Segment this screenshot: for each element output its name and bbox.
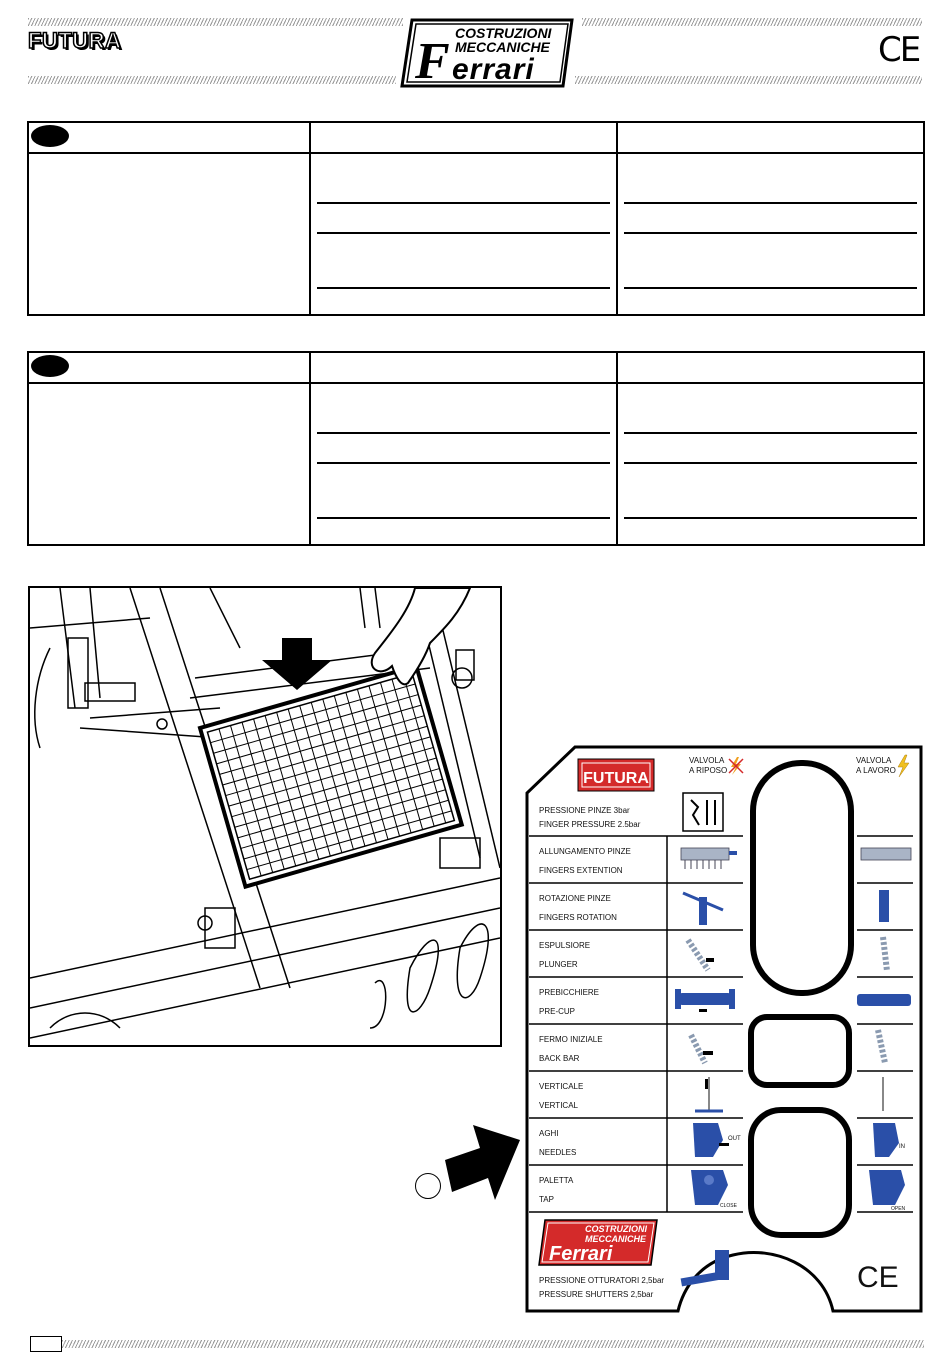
page-number-box (30, 1336, 62, 1352)
valve-rest-line1: VALVOLA (689, 756, 725, 765)
row5-en: PRE-CUP (539, 1007, 576, 1016)
header-rule-top-right (582, 18, 922, 26)
row2-it: ALLUNGAMENTO PINZE (539, 847, 631, 856)
valve-label-panel (523, 745, 923, 1313)
table1-body-col3 (617, 153, 924, 315)
shutter-pressure-it: PRESSIONE OTTURATORI 2,5bar (539, 1276, 665, 1285)
company-line1: COSTRUZIONI (455, 25, 552, 41)
row5-it: PREBICCHIERE (539, 988, 600, 997)
window-large (753, 763, 851, 993)
label-ce-mark: CE (857, 1261, 899, 1294)
row7-it: VERTICALE (539, 1082, 584, 1091)
table1-header-col3 (617, 122, 924, 153)
window-lower (751, 1110, 849, 1235)
row8-en: NEEDLES (539, 1148, 577, 1157)
spec-table-1 (27, 121, 925, 316)
spec-table-2 (27, 351, 925, 546)
footer-rule (62, 1340, 924, 1348)
row7-en: VERTICAL (539, 1101, 578, 1110)
label-company-logo (539, 1220, 657, 1265)
header-rule-bottom-right (575, 76, 922, 84)
row1-en: FINGER PRESSURE 2.5bar (539, 820, 641, 829)
row2-en: FINGERS EXTENTION (539, 866, 623, 875)
table2-header-col1 (28, 352, 310, 383)
label-company-line1: COSTRUZIONI (585, 1224, 647, 1234)
header-rule-bottom-left (28, 76, 396, 84)
tap-open-label: OPEN (891, 1206, 906, 1212)
fingers-extension-icon-work (861, 848, 911, 860)
needles-in-label: IN (899, 1144, 905, 1150)
product-logo: FUTURA (28, 28, 122, 53)
company-name: errari (452, 53, 535, 86)
valve-work-line2: A LAVORO (856, 766, 896, 775)
row6-en: BACK BAR (539, 1054, 580, 1063)
header-rule-top-left (28, 18, 403, 26)
row9-en: TAP (539, 1195, 554, 1204)
row9-it: PALETTA (539, 1176, 574, 1185)
table2-header-col2 (310, 352, 617, 383)
needles-out-label: OUT (728, 1136, 741, 1142)
arrow-right-icon (440, 1120, 525, 1205)
shutter-pressure-en: PRESSURE SHUTTERS 2,5bar (539, 1290, 654, 1299)
valve-work-line1: VALVOLA (856, 756, 892, 765)
table1-body-col2 (310, 153, 617, 315)
row4-it: ESPULSIORE (539, 941, 591, 950)
label-company-name: Ferrari (549, 1243, 613, 1265)
table2-body-col2 (310, 383, 617, 545)
row6-it: FERMO INIZIALE (539, 1035, 603, 1044)
table1-header-col1 (28, 122, 310, 153)
company-logo (400, 18, 575, 88)
row3-en: FINGERS ROTATION (539, 913, 617, 922)
pre-cup-icon-work (857, 994, 911, 1006)
fingers-rotation-icon-work (879, 890, 889, 922)
table2-body-col3 (617, 383, 924, 545)
tap-close-label: CLOSE (720, 1203, 737, 1209)
row1-it: PRESSIONE PINZE 3bar (539, 806, 630, 815)
section-bullet (31, 125, 69, 147)
table1-header-col2 (310, 122, 617, 153)
machine-drawing (30, 588, 500, 1045)
ce-mark: CE (878, 30, 920, 70)
label-company-line2: MECCANICHE (585, 1234, 647, 1244)
label-brand: FUTURA (583, 770, 649, 787)
finger-pressure-icon (683, 793, 723, 831)
valve-rest-line2: A RIPOSO (689, 766, 728, 775)
company-name-glyph-f: F (415, 33, 450, 88)
filter-illustration (28, 586, 502, 1047)
row8-it: AGHI (539, 1129, 559, 1138)
table1-body-col1 (28, 153, 310, 315)
company-line2: MECCANICHE (455, 39, 550, 55)
window-small (751, 1017, 849, 1085)
row3-it: ROTAZIONE PINZE (539, 894, 611, 903)
row4-en: PLUNGER (539, 960, 578, 969)
table2-body-col1 (28, 383, 310, 545)
table2-header-col3 (617, 352, 924, 383)
section-bullet (31, 355, 69, 377)
callout-circle (415, 1173, 441, 1199)
